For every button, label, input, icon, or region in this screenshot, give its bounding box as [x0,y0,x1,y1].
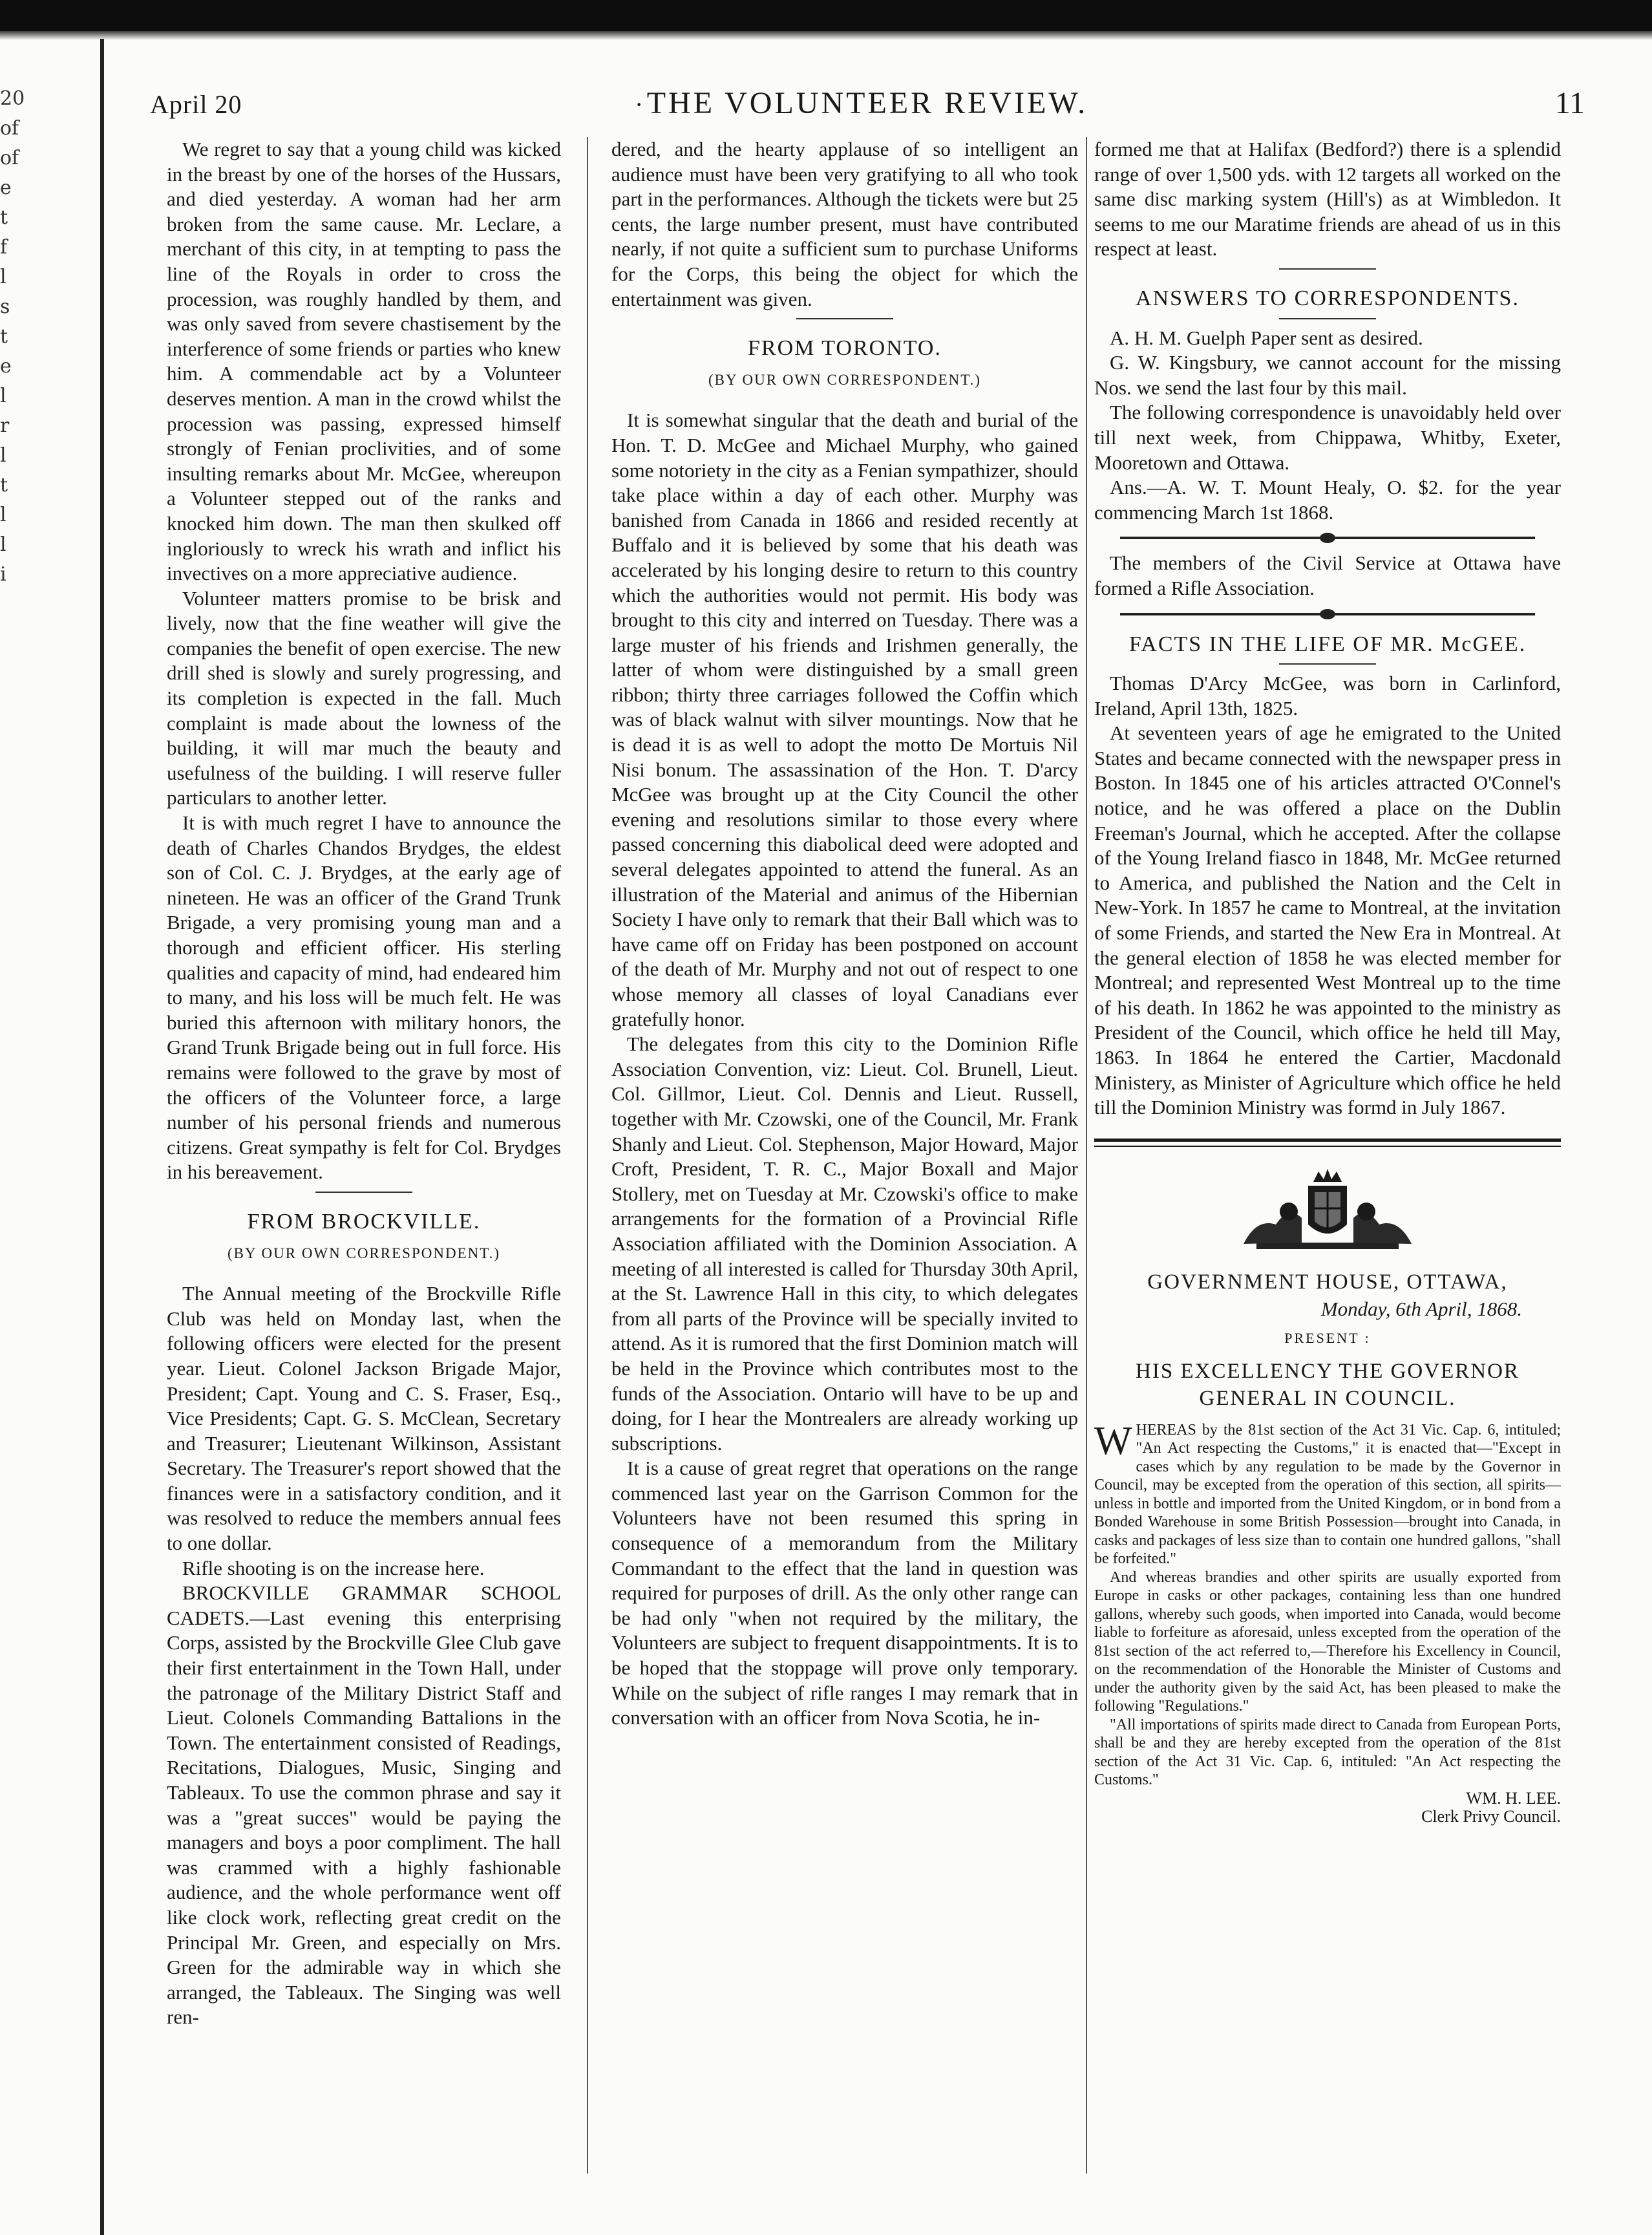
newspaper-title: THE VOLUNTEER REVIEW. [646,86,1088,120]
divider [1279,268,1376,270]
royal-arms-emblem [1231,1166,1424,1257]
issue-date: April 20 [150,90,242,119]
page-number: 11 [1554,86,1585,120]
article-paragraph: At seventeen years of age he emigrated to the United States and became connected with the newspaper press in Boston. In 1845 one of his articles attracted O'Connel's notice, and he was offered a place on the Dublin Freeman's Journal, which he accepted. After the collapse of the Young Ireland fiasco in 1848, Mr. McGee returned to America, and published the Nation and the Celt in New-York. In 1857 he came to Montreal, at the invitation of some Friends, and started the New Era in Montreal. At the general election of 1858 he was elected member for Montreal; and represented West Montreal up to the time of his death. In 1862 he was appointed to the ministry as President of the Council, which office he held till May, 1863. In 1864 he entered the Cartier, Macdonald Ministery, as Minister of Agriculture which office he held till the Dominion Ministry was formd in July 1867. [1094,722,1561,1119]
header-dot: · [635,90,644,119]
order-in-council [1094,1418,1561,1826]
article-paragraph: Volunteer matters promise to be brisk and lively, now that the fine weather will give the companies the benefit of open exercise. The new drill shed is slowly and surely progressing, and its completion is expected in the fall. Much complaint is made about the lowness of the building, it will mar much the beauty and usefulness of the building. I will reserve fuller particulars to another letter. [167,586,561,809]
article-paragraph: dered, and the hearty applause of so intelligent an audience must have been very gratifying to all who took part in the performances. Although the tickets were but 25 cents, the large number present, must have contributed nearly, if not quite a sufficient sum to purchase Uniforms for the Corps, this being the object for which the entertainment was given. [611,138,1078,310]
divider [315,1192,412,1193]
signature-title: Clerk Privy Council. [1421,1807,1561,1826]
answer-item: A. H. M. Guelph Paper sent as desired. [1110,326,1423,349]
margin-mark: i [0,563,6,586]
margin-mark: l [0,385,6,407]
article-paragraph: formed me that at Halifax (Bedford?) there is a splendid range of over 1,500 yds. with 12 targets all worked on the same disc marking system (Hill's) as at Wimbledon. It seems to me our Maratime friends are ahead of us in this respect at least. [1094,138,1561,261]
article-paragraph: BROCKVILLE GRAMMAR SCHOOL CADETS.—Last evening this enterprising Corps, assisted by the Brockville Glee Club gave their first entertainment in the Town Hall, under the patronage of the Military District Staff and Lieut. Colonels Commanding Battalions in the Town. The entertainment consisted of Readings, Recitations, Dialogues, Music, Singing and Tableaux. To use the common phrase and say it was a "great succes" would be paying the managers and boys a poor compliment. The hall was crammed with a highly fashionable audience, and the whole performance went off like clock work, reflecting great credit on the Principal Mr. Green, and especially on Mrs. Green for the admirable way in which she arranged, the Tableaux. The Singing was well ren- [167,1581,561,2029]
article-paragraph: Rifle shooting is on the increase here. [182,1556,485,1579]
article-paragraph: The members of the Civil Service at Ottawa have formed a Rifle Association. [1094,551,1561,599]
article-paragraph: It is with much regret I have to announce the death of Charles Chandos Brydges, the eldest son of Col. C. J. Brydges, at the early age of nineteen. He was an officer of the Grand Trunk Brigade, a very promising young man and a thorough and efficient officer. His sterling qualities and capacity of mind, had endeared him to many, and his loss will be much felt. He was buried this afternoon with military honors, the Grand Trunk Brigade being out in full force. His remains were followed to the grave by most of the officers of the Volunteer force, a large number of his personal friends and numerous citizens. Great sympathy is felt for Col. Brydges in his bereavement. [167,811,561,1184]
double-rule [1094,1139,1561,1147]
article-paragraph: It is a cause of great regret that operations on the range commenced last year on the Garrison Common for the Volunteers have not been resumed this spring in consequence of a memorandum from the Military Commandant to the effect that the land in question was required for purposes of drill. As the only other range can be had only "when not required by the military, the Volunteers are subject to frequent disappointments. It is to be hoped that the stoppage will prove only temporary. While on the subject of rifle ranges I may remark that in conversation with an officer from Nova Scotia, he in- [611,1457,1078,1729]
section-heading: ANSWERS TO CORRESPONDENTS. [1136,286,1520,310]
scan-top-border [0,0,1652,31]
column-rule [587,137,588,2174]
proclamation-council: HIS EXCELLENCY THE GOVERNOR GENERAL IN COUNCIL. [1136,1359,1520,1410]
margin-mark: of [0,147,19,169]
page-header [143,85,1591,127]
margin-mark: l [0,444,6,467]
signature-name: WM. H. LEE. [1466,1788,1561,1808]
proclamation-date: Monday, 6th April, 1868. [1320,1298,1522,1321]
article-paragraph: We regret to say that a young child was kicked in the breast by one of the horses of the Hussars, and died yesterday. A woman had her arm broken from the same cause. Mr. Leclare, a merchant of this city, in at tempting to pass the line of the Royals in order to cross the procession, was roughly handled by them, and was only saved from severe chastisement by the interference of some friends or parties who knew him. A commendable act by a Volunteer deserves mention. A man in the crowd whilst the procession was passing, expressed himself strongly of Fenian proclivities, and of some insulting remarks about Mr. McGee, whereupon a Volunteer stepped out of the ranks and knocked him down. The man then skulked off ingloriously to wreck his wrath and inflict his invectives on a more appreciative audience. [167,138,561,585]
order-paragraph: And whereas brandies and other spirits are usually exported from Europe in casks or other packages, containing less than one hundred gallons, whereby such goods, when imported into Canada, would become liable to forfeiture as aforesaid, unless excepted from the operation of the 81st section of the act referred to,—Therefore his Excellency in Council, on the recommendation of the Honorable the Minister of Customs and under the authority given by the said Act, has been pleased to make the following "Regulations." [1094,1568,1561,1715]
order-paragraph: HEREAS by the 81st section of the Act 31 Vic. Cap. 6, intituled; "An Act respecting the Customs," it is enacted that—"Except in cases which by any regulation to be made by the Governor in Council, may be excepted from the operation of this section, all spirits—unless in bottle and imported from the United Kingdom, or in bond from a Bonded Warehouse in some British Possession—brought into Canada, in casks and packages of less size than to contain one hundred gallons, "shall be forfeited." [1094,1421,1561,1568]
margin-mark: l [0,533,6,556]
margin-mark: t [0,474,8,497]
article-paragraph: It is somewhat singular that the death and burial of the Hon. T. D. McGee and Michael Murphy, who gained some notoriety in the city as a Fenian sympathizer, should take place within a day of each other. Murphy was banished from Canada in 1866 and resided recently at Buffalo and it is believed by some that his death was accelerated by his longing desire to return to this country which the authorities would not permit. His body was brought to this city and interred on Tuesday. There was a large muster of his friends and Irishmen generally, the latter of whom were distinguished by a small green ribbon; thirty three carriages followed the Coffin which was of black walnut with silver mountings. Now that he is dead it is as well to adopt the motto De Mortuis Nil Nisi bonum. The assassination of the Hon. T. D'arcy McGee was brought up at the City Council the other evening and resolutions similar to those every where passed concerning this diabolical deed were adopted and several delegates appointed to attend the funeral. As an illustration of the Material and animus of the Hibernian Society I have only to remark that their Ball which was to have came off on Friday has been postponed on account of the death of Mr. Murphy and not out of respect to one whose memory all classes of loyal Canadians ever gratefully honor. [611,409,1078,1031]
left-margin-marks [0,84,26,590]
column-1 [167,137,561,2030]
article-paragraph: The delegates from this city to the Dominion Rifle Association Convention, viz: Lieut. Col. Brunell, Lieut. Col. Gillmor, Lieut. Col. Dennis and Lieut. Russell, together with Mr. Czowski, one of the Council, Mr. Frank Shanly and Lieut. Col. Stephenson, Major Howard, Major Croft, President, T. R. C., Major Boxall and Major Stollery, met on Tuesday at Mr. Czowski's office to make arrangements for the formation of a Provincial Rifle Association affiliated with the Dominion Association. A meeting of all interested is called for Thursday 30th April, at the St. Lawrence Hall in this city, to which delegates from all parts of the Province will be specially invited to attend. As it is rumored that the first Dominion match will be held in the Province which contributes most to the funds of the Association. Ontario will have to be up and doing, for I hear the Montrealers are already working up subscriptions. [611,1032,1078,1455]
column-2 [611,137,1078,1731]
section-heading: FROM BROCKVILLE. [247,1209,481,1234]
section-byline: (BY OUR OWN CORRESPONDENT.) [708,371,981,388]
proclamation-present: PRESENT : [1284,1329,1371,1346]
section-byline: (BY OUR OWN CORRESPONDENT.) [228,1245,500,1261]
margin-mark: l [0,504,6,526]
column-rule [1086,137,1087,2174]
margin-mark: t [0,325,8,348]
divider [796,318,893,319]
divider [1279,663,1376,665]
margin-mark: s [0,295,10,318]
margin-mark: e [0,176,12,199]
margin-mark: 20 [0,87,25,110]
column-3 [1094,137,1561,1826]
answer-item: The following correspondence is unavoidably held over till next week, from Chippawa, Whitby, Exeter, Mooretown and Ottawa. [1094,401,1561,474]
margin-mark: l [0,266,6,288]
article-paragraph: Thomas D'Arcy McGee, was born in Carlinford, Ireland, April 13th, 1825. [1094,672,1561,720]
section-heading: FROM TORONTO. [748,336,942,361]
margin-mark: t [0,206,8,229]
ornamental-divider [1120,537,1535,539]
margin-mark: of [0,117,19,140]
margin-mark: f [0,236,8,259]
answer-item: G. W. Kingsbury, we cannot account for the missing Nos. we send the last four by this mail. [1094,351,1561,399]
scan-top-shadow [0,31,1652,40]
section-heading: FACTS IN THE LIFE OF MR. McGEE. [1128,632,1527,656]
drop-cap: W [1094,1418,1132,1463]
page-spine [100,39,104,2235]
divider [1279,318,1376,319]
margin-mark: e [0,355,12,378]
proclamation-title: GOVERNMENT HOUSE, OTTAWA, [1147,1270,1508,1294]
answer-item: Ans.—A. W. T. Mount Healy, O. $2. for the year commencing March 1st 1868. [1094,476,1561,524]
order-paragraph: "All importations of spirits made direct to Canada from European Ports, shall be and they are hereby excepted from the operation of the 81st section of the Act 31 Vic. Cap. 6, intituled: "An Act respecting the Customs." [1094,1716,1561,1789]
ornamental-divider [1120,613,1535,615]
margin-mark: r [0,414,10,437]
article-paragraph: The Annual meeting of the Brockville Rifle Club was held on Monday last, when the following officers were elected for the present year. Lieut. Colonel Jackson Brigade Major, President; Capt. Young and C. S. Fraser, Esq., Vice Presidents; Capt. G. S. McClean, Secretary and Treasurer; Lieutenant Wilkinson, Assistant Secretary. The Treasurer's report showed that the finances were in a satisfactory condition, and it was resolved to reduce the members annual fees to one dollar. [167,1282,561,1555]
